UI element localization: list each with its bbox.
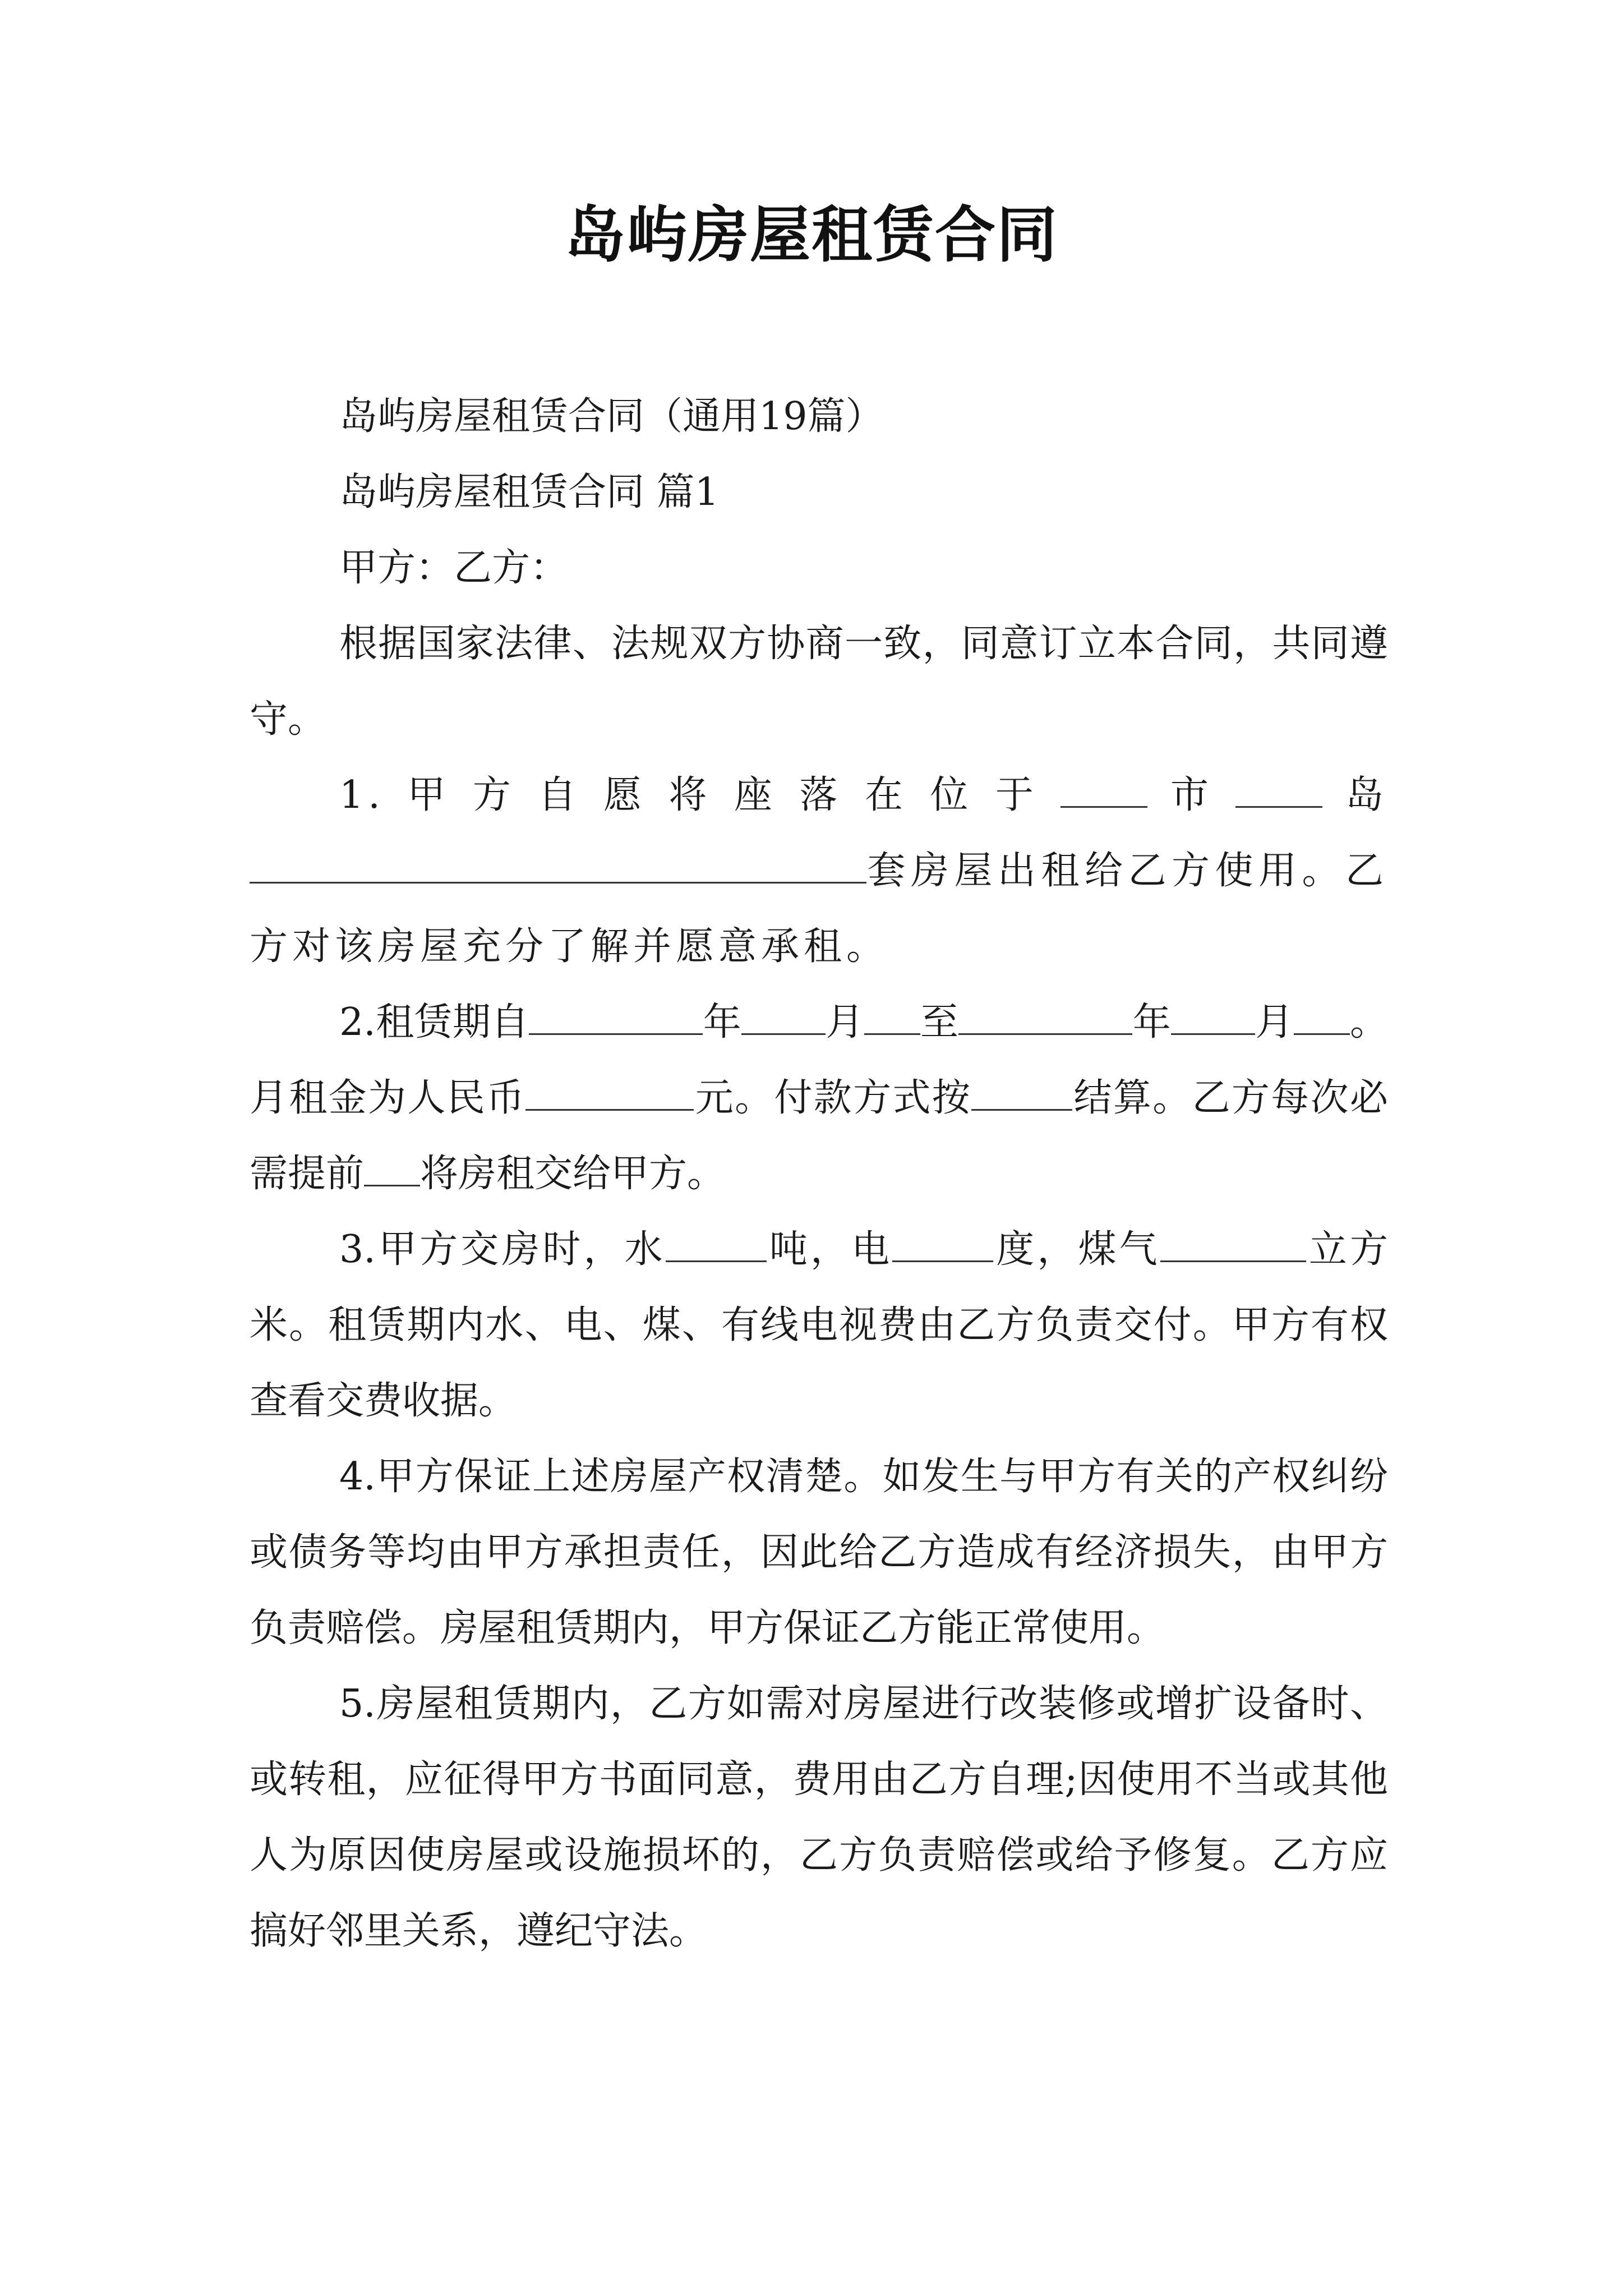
clause-2-text-i: 结算。乙方每次必需提前 [250, 1076, 1388, 1196]
clause-2-text-d: 至 [920, 1000, 959, 1045]
clause-2-text-g: 。月租金为人民币 [250, 1000, 1388, 1120]
clause-2-text-h: 元。付款方式按 [694, 1076, 972, 1120]
blank-island [1235, 774, 1322, 808]
preamble-paragraph: 根据国家法律、法规双方协商一致，同意订立本合同，共同遵守。 [250, 622, 1388, 742]
blank-address [250, 849, 866, 884]
subtitle: 岛屿房屋租赁合同（通用19篇） [339, 394, 884, 439]
blank-gas [1160, 1228, 1306, 1262]
clause-1-text-b: 市 [1147, 773, 1236, 817]
blank-end-year [958, 1001, 1132, 1035]
clause-2 [250, 984, 1388, 1212]
blank-payment-method [971, 1076, 1072, 1111]
clause-4: 4.甲方保证上述房屋产权清楚。如发生与甲方有关的产权纠纷或债务等均由甲方承担责任，因此给乙方造成有经济损失，由甲方负责赔偿。房屋租赁期内，甲方保证乙方能正常使用。 [250, 1455, 1388, 1650]
clause-1 [250, 757, 1388, 984]
clause-2-text-j: 将房租交给甲方。 [420, 1152, 726, 1196]
blank-advance-period [364, 1152, 420, 1186]
blank-water [666, 1228, 767, 1262]
clause-2-text-c: 月 [826, 1000, 864, 1045]
parties-line: 甲方：乙方： [339, 546, 569, 590]
blank-electricity [892, 1228, 993, 1262]
clause-5: 5.房屋租赁期内，乙方如需对房屋进行改装修或增扩设备时、或转租，应征得甲方书面同意，费用由乙方自理;因使用不当或其他人为原因使房屋或设施损坏的，乙方负责赔偿或给予修复。乙方应搞好邻里关系，遵纪守法。 [250, 1682, 1388, 1953]
blank-rent-amount [525, 1076, 694, 1111]
clause-3-text-c: 度，煤气 [993, 1227, 1160, 1272]
blank-end-day [1294, 1001, 1350, 1035]
clause-2-text-f: 月 [1255, 1000, 1294, 1045]
clause-3-text-a: 3.甲方交房时，水 [339, 1227, 666, 1272]
clause-3 [250, 1212, 1388, 1439]
clause-1-text-d: 套房屋出租给乙方使用。乙方对该房屋充分了解并愿意承租。 [250, 849, 1388, 969]
document-body [250, 379, 1388, 1969]
part-heading: 岛屿房屋租赁合同 篇1 [339, 470, 719, 514]
clause-2-text-a: 2.租赁期自 [339, 1000, 529, 1045]
document-title: 岛屿房屋租赁合同 [564, 200, 1058, 270]
blank-city [1061, 774, 1147, 808]
blank-start-day [864, 1001, 920, 1035]
clause-3-text-d: 立方米。租赁期内水、电、煤、有线电视费由乙方负责交付。甲方有权查看交费收据。 [250, 1227, 1388, 1423]
blank-end-month [1171, 1001, 1255, 1035]
clause-2-text-e: 年 [1132, 1000, 1172, 1045]
blank-start-year [529, 1001, 703, 1035]
clause-3-text-b: 吨，电 [766, 1227, 893, 1272]
clause-1-text-a: 1.甲方自愿将座落在位于 [339, 773, 1061, 817]
blank-start-month [741, 1001, 826, 1035]
clause-2-text-b: 年 [703, 1000, 742, 1045]
clause-1-text-c: 岛 [1322, 773, 1388, 817]
